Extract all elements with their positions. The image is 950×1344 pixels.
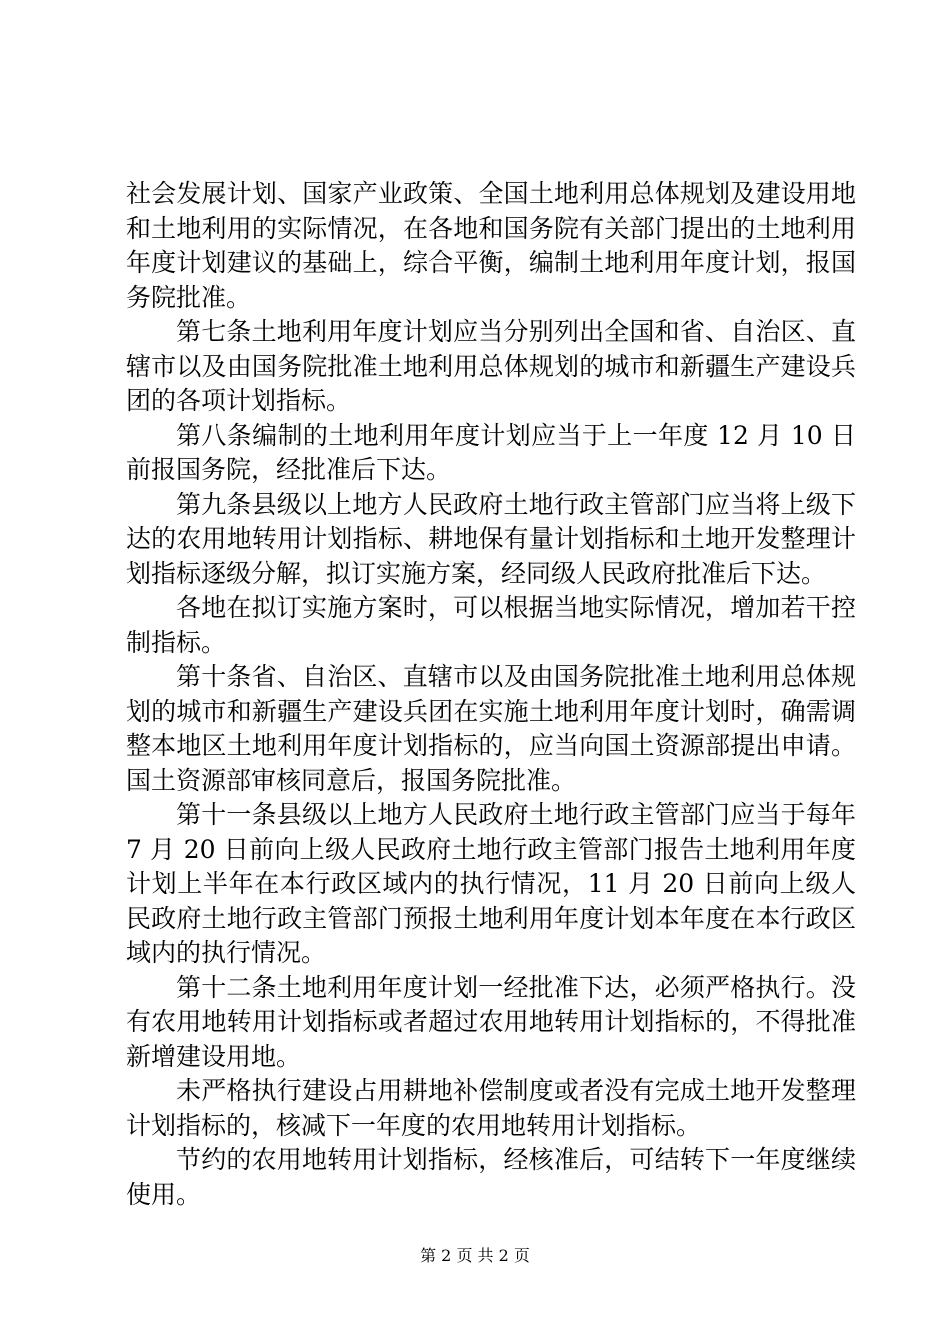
paragraph-article-9-note: 各地在拟订实施方案时，可以根据当地实际情况，增加若干控制指标。 — [126, 593, 856, 657]
paragraph-article-7: 第七条土地利用年度计划应当分别列出全国和省、自治区、直辖市以及由国务院批准土地利用总体规划的城市和新疆生产建设兵团的各项计划指标。 — [126, 317, 856, 415]
paragraph-article-12-note-1: 未严格执行建设占用耕地补偿制度或者没有完成土地开发整理计划指标的，核减下一年度的农用地转用计划指标。 — [126, 1076, 856, 1140]
paragraph-article-9: 第九条县级以上地方人民政府土地行政主管部门应当将上级下达的农用地转用计划指标、耕地保有量计划指标和土地开发整理计划指标逐级分解，拟订实施方案，经同级人民政府批准后下达。 — [126, 489, 856, 588]
paragraph-article-12-note-2: 节约的农用地转用计划指标，经核准后，可结转下一年度继续使用。 — [126, 1145, 856, 1209]
page-footer: 第 2 页 共 2 页 — [420, 1246, 530, 1265]
paragraph-article-11: 第十一条县级以上地方人民政府土地行政主管部门应当于每年 7 月 20 日前向上级人民政府土地行政主管部门报告土地利用年度计划上半年在本行政区域内的执行情况，11 月 20 日前向上级人民政府土地行政主管部门预报土地利用年度计划本年度在本行政区域内的执行情况。 — [126, 800, 856, 967]
paragraph-article-12: 第十二条土地利用年度计划一经批准下达，必须严格执行。没有农用地转用计划指标或者超过农用地转用计划指标的，不得批准新增建设用地。 — [126, 972, 856, 1071]
paragraph-article-8: 第八条编制的土地利用年度计划应当于上一年度 12 月 10 日前报国务院，经批准后下达。 — [126, 420, 856, 484]
document-body — [126, 177, 856, 1212]
paragraph-continuation: 社会发展计划、国家产业政策、全国土地利用总体规划及建设用地和土地利用的实际情况，在各地和国务院有关部门提出的土地利用年度计划建议的基础上，综合平衡，编制土地利用年度计划，报国务院批准。 — [126, 179, 856, 312]
paragraph-article-10: 第十条省、自治区、直辖市以及由国务院批准土地利用总体规划的城市和新疆生产建设兵团在实施土地利用年度计划时，确需调整本地区土地利用年度计划指标的，应当向国土资源部提出申请。国土资源部审核同意后，报国务院批准。 — [126, 662, 856, 795]
